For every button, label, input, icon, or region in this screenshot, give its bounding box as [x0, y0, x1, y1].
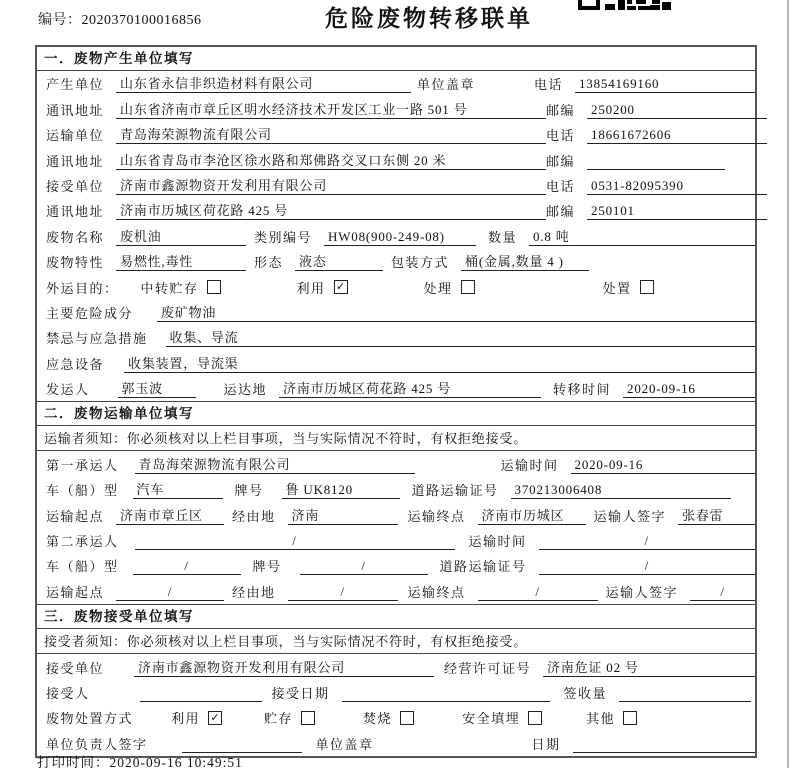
field-value: /: [478, 584, 598, 601]
field-value: 废矿物油: [157, 302, 755, 322]
form-section-3: [37, 604, 755, 756]
field-value: /: [539, 558, 755, 575]
field-value: 济南市鑫源物资开发利用有限公司: [134, 657, 434, 677]
checkbox-empty-icon: [207, 280, 221, 294]
field-label: 单位负责人签字: [46, 736, 148, 752]
field-value: 250200: [587, 102, 767, 119]
field-label: 通讯地址: [46, 102, 105, 118]
checkbox-label: 其他: [586, 711, 616, 727]
field-label: 类别编号: [254, 229, 313, 245]
checkbox-label: 中转贮存: [140, 280, 199, 296]
field-label: 通讯地址: [46, 153, 105, 169]
transfer-form-table: [35, 45, 757, 758]
form-row: [37, 705, 755, 730]
form-row: [37, 274, 755, 299]
field-label: 道路运输证号: [439, 559, 527, 575]
field-label: 经由地: [232, 508, 276, 524]
form-row: [37, 426, 755, 451]
print-time-value: 2020-09-16 10:49:51: [109, 755, 243, 768]
checkbox-checked: [171, 708, 222, 727]
form-row: [37, 350, 755, 375]
checkbox-empty-icon: [301, 711, 315, 725]
field-label: 第一承运人: [46, 457, 119, 473]
field-label: 运输时间: [468, 534, 527, 550]
field-label: 通讯地址: [46, 204, 105, 220]
field-label: 签收量: [563, 685, 608, 701]
field-value: 370213006408: [511, 482, 731, 499]
section-header: 一．废物产生单位填写: [37, 47, 755, 71]
form-row: [37, 451, 755, 476]
checkbox-unchecked: [462, 708, 542, 727]
field-label: 电话: [546, 128, 576, 144]
field-value: 青岛海荣源物流有限公司: [135, 454, 415, 474]
form-row: [37, 223, 755, 248]
field-value: 郭玉波: [118, 378, 196, 398]
checkbox-unchecked: [586, 708, 637, 727]
field-label: 禁忌与应急措施: [46, 331, 148, 347]
checkbox-label: 安全填埋: [462, 711, 521, 727]
field-value: /: [539, 533, 755, 550]
field-label: 接受日期: [271, 685, 330, 701]
qr-code-partial-icon: [578, 0, 672, 10]
field-label: 废物名称: [46, 229, 105, 245]
field-label: 电话: [533, 77, 563, 93]
page-edge-line: [787, 0, 789, 768]
field-value: 济南市鑫源物资开发利用有限公司: [116, 175, 546, 195]
field-value: 2020-09-16: [623, 381, 755, 398]
field-label: 发运人: [46, 382, 90, 398]
field-value: /: [133, 558, 241, 575]
field-label: 运输终点: [407, 584, 466, 600]
field-value: 山东省济南市章丘区明水经济技术开发区工业一路 501 号: [116, 99, 546, 119]
field-label: 运输起点: [46, 508, 105, 524]
checkbox-unchecked: [264, 708, 315, 727]
field-label: 运输单位: [46, 128, 105, 144]
field-label: 运输人签字: [593, 508, 667, 524]
form-row: [37, 300, 755, 325]
field-label: 转移时间: [553, 382, 612, 398]
field-label: 包装方式: [391, 255, 450, 271]
form-section-1: [37, 47, 755, 401]
field-value: 13854169160: [575, 76, 755, 93]
print-time: [37, 751, 243, 768]
field-value: /: [690, 584, 755, 601]
checkbox-empty-icon: [400, 711, 414, 725]
field-label: 运输时间: [500, 457, 559, 473]
field-value: 液态: [295, 251, 383, 271]
field-label: 电话: [546, 178, 576, 194]
field-value: 250101: [587, 203, 767, 220]
field-label: 单位盖章: [417, 77, 476, 93]
form-row: [37, 122, 755, 147]
field-value: 青岛海荣源物流有限公司: [116, 124, 546, 144]
checkbox-unchecked: [603, 278, 654, 297]
field-value: 济南市章丘区: [116, 505, 224, 525]
form-row: [37, 71, 755, 96]
checkbox-empty-icon: [461, 280, 475, 294]
form-section-2: [37, 401, 755, 604]
field-value: 山东省永信非织造材料有限公司: [116, 73, 411, 93]
field-value: [140, 686, 262, 702]
field-label: 车（船）型: [46, 559, 119, 575]
checkbox-checked-icon: ✓: [334, 280, 348, 294]
field-label: 主要危险成分: [46, 305, 134, 321]
field-label: 车（船）型: [46, 483, 119, 499]
form-row: [37, 96, 755, 121]
form-row: [37, 578, 755, 603]
field-value: 0.8 吨: [529, 226, 755, 246]
field-value: 废机油: [116, 226, 246, 246]
form-row: [37, 629, 755, 654]
field-label: 牌号: [234, 483, 264, 499]
field-label: 邮编: [546, 102, 576, 118]
print-time-label: 打印时间：: [37, 755, 110, 768]
field-label: 邮编: [546, 204, 576, 220]
checkbox-unchecked: [363, 708, 414, 727]
field-value: 收集、导流: [166, 327, 755, 347]
field-label: 数量: [488, 229, 518, 245]
field-value: /: [288, 584, 398, 601]
checkbox-checked-icon: ✓: [208, 711, 222, 725]
field-label: 运输人签字: [605, 584, 679, 600]
field-value: 济南市历城区荷花路 425 号: [279, 378, 541, 398]
checkbox-label: 利用: [171, 711, 201, 727]
field-label: 运输起点: [46, 584, 105, 600]
field-value: HW08(900-249-08): [324, 229, 476, 246]
checkbox-checked: [297, 278, 348, 297]
checkbox-label: 处置: [602, 280, 632, 296]
field-label: 废物处置方式: [46, 711, 134, 727]
form-row: [37, 680, 755, 705]
checkbox-empty-icon: [640, 280, 654, 294]
field-value: 2020-09-16: [571, 457, 755, 474]
field-label: 运输终点: [407, 508, 466, 524]
field-value: /: [300, 558, 428, 575]
form-row: [37, 502, 755, 527]
field-value: 济南市历城区: [478, 505, 586, 525]
field-label: 单位盖章: [315, 736, 374, 752]
field-value: /: [135, 533, 455, 550]
field-label: 接受人: [46, 685, 90, 701]
field-label: 应急设备: [46, 356, 105, 372]
checkbox-label: 焚烧: [363, 711, 393, 727]
field-value: 济南危证 02 号: [543, 657, 755, 677]
field-value: 18661672606: [587, 127, 767, 144]
checkbox-empty-icon: [623, 711, 637, 725]
form-row: [37, 528, 755, 553]
field-label: 运达地: [223, 382, 268, 398]
field-value: [342, 686, 550, 702]
section-header: 二．废物运输单位填写: [37, 401, 755, 426]
serial-value: 2020370100016856: [81, 13, 202, 28]
field-label: 接受单位: [46, 660, 105, 676]
field-label: 日期: [531, 736, 561, 752]
form-row: [37, 147, 755, 172]
field-value: 鲁 UK8120: [282, 479, 400, 499]
field-value: 0531-82095390: [587, 178, 767, 195]
field-label: 道路运输证号: [411, 483, 499, 499]
checkbox-label: 贮存: [264, 711, 294, 727]
checkbox-empty-icon: [528, 711, 542, 725]
field-value: 山东省青岛市李沧区徐水路和郑佛路交叉口东侧 20 米: [116, 150, 546, 170]
note-text: 接受者须知：你必须核对以上栏目事项，当与实际情况不符时，有权拒绝接受。: [44, 634, 528, 650]
field-label: 第二承运人: [46, 534, 119, 550]
field-value: 济南市历城区荷花路 425 号: [116, 200, 546, 220]
field-label: 经由地: [232, 584, 276, 600]
form-row: [37, 553, 755, 578]
field-value: 张春雷: [678, 505, 755, 525]
field-value: 桶(金属,数量 4 ): [461, 251, 589, 271]
field-label: 形态: [254, 255, 284, 271]
form-row: [37, 376, 755, 401]
field-value: 济南: [288, 505, 398, 525]
note-text: 运输者须知：你必须核对以上栏目事项，当与实际情况不符时，有权拒绝接受。: [44, 431, 528, 447]
field-label: 经营许可证号: [444, 660, 532, 676]
form-row: [37, 198, 755, 223]
field-value: 易燃性,毒性: [116, 251, 246, 271]
form-row: [37, 249, 755, 274]
field-value: 收集装置，导流渠: [124, 353, 755, 373]
section-header: 三．废物接受单位填写: [37, 604, 755, 629]
checkbox-unchecked: [424, 278, 475, 297]
field-value: 汽车: [133, 479, 223, 499]
field-label: 废物特性: [46, 255, 105, 271]
form-row: [37, 654, 755, 679]
checkbox-label: 处理: [423, 280, 453, 296]
field-label: 外运目的：: [46, 280, 119, 296]
field-value: [573, 737, 755, 753]
page-title: 危险废物转移联单: [325, 6, 533, 31]
checkbox-label: 利用: [296, 280, 326, 296]
form-row: [37, 477, 755, 502]
field-value: [587, 154, 725, 170]
serial-label: 编号：: [38, 13, 82, 28]
field-value: [619, 686, 751, 702]
field-label: 产生单位: [46, 77, 105, 93]
field-label: 邮编: [546, 153, 576, 169]
field-value: /: [116, 584, 224, 601]
field-label: 牌号: [252, 559, 282, 575]
field-label: 接受单位: [46, 178, 105, 194]
form-row: [37, 173, 755, 198]
form-row: [37, 325, 755, 350]
checkbox-unchecked: [141, 278, 221, 297]
